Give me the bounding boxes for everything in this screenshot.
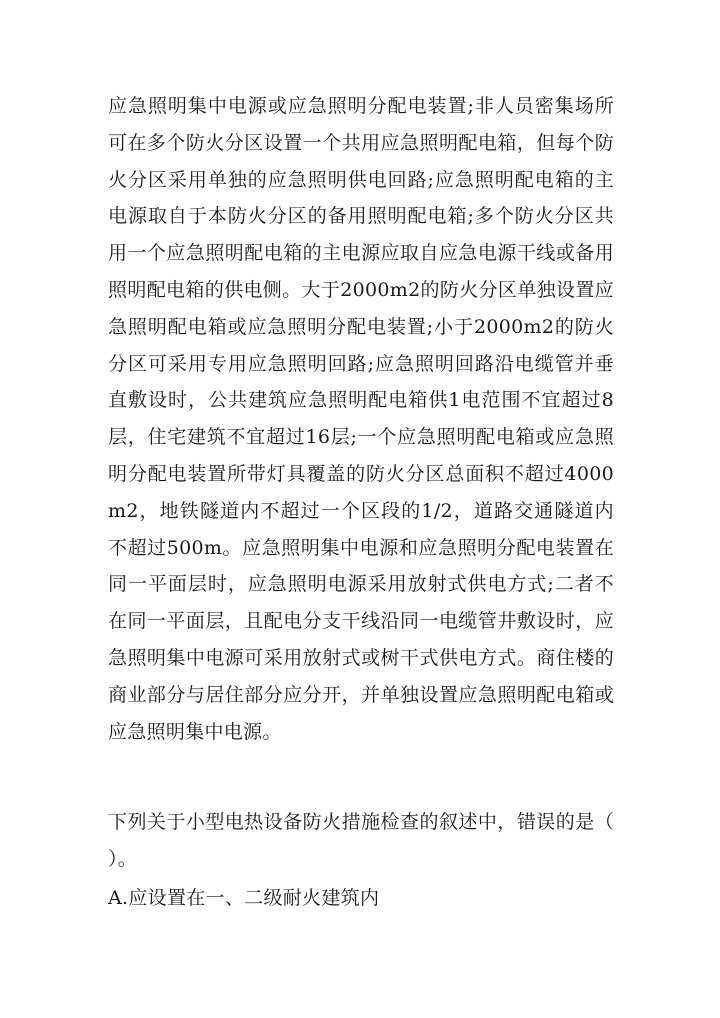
question-text: 下列关于小型电热设备防火措施检查的叙述中，错误的是（ ）。 [108,811,614,870]
answer-option-a: A.应设置在一、二级耐火建筑内 [108,887,380,909]
body-paragraph: 应急照明集中电源或应急照明分配电装置;非人员密集场所可在多个防火分区设置一个共用应急照明配电箱，但每个防火分区采用单独的应急照明供电回路;应急照明配电箱的主电源取自于本防火分区的备用照明配电箱;多个防火分区共用一个应急照明配电箱的主电源应取自应急电源干线或备用照明配电箱的供电侧。大于2000m2的防火分区单独设置应急照明配电箱或应急照明分配电装置;小于2000m2的防火分区可采用专用应急照明回路;应急照明回路沿电缆管并垂直敷设时，公共建筑应急照明配电箱供1电范围不宜超过8层，住宅建筑不宜超过16层;一个应急照明配电箱或应急照明分配电装置所带灯具覆盖的防火分区总面积不超过4000m2，地铁隧道内不超过一个区段的1/2，道路交通隧道内不超过500m。应急照明集中电源和应急照明分配电装置在同一平面层时，应急照明电源采用放射式供电方式;二者不在同一平面层，且配电分支干线沿同一电缆管井敷设时，应急照明集中电源可采用放射式或树干式供电方式。商住楼的商业部分与居住部分应分开，并单独设置应急照明配电箱或应急照明集中电源。 [108,95,614,743]
